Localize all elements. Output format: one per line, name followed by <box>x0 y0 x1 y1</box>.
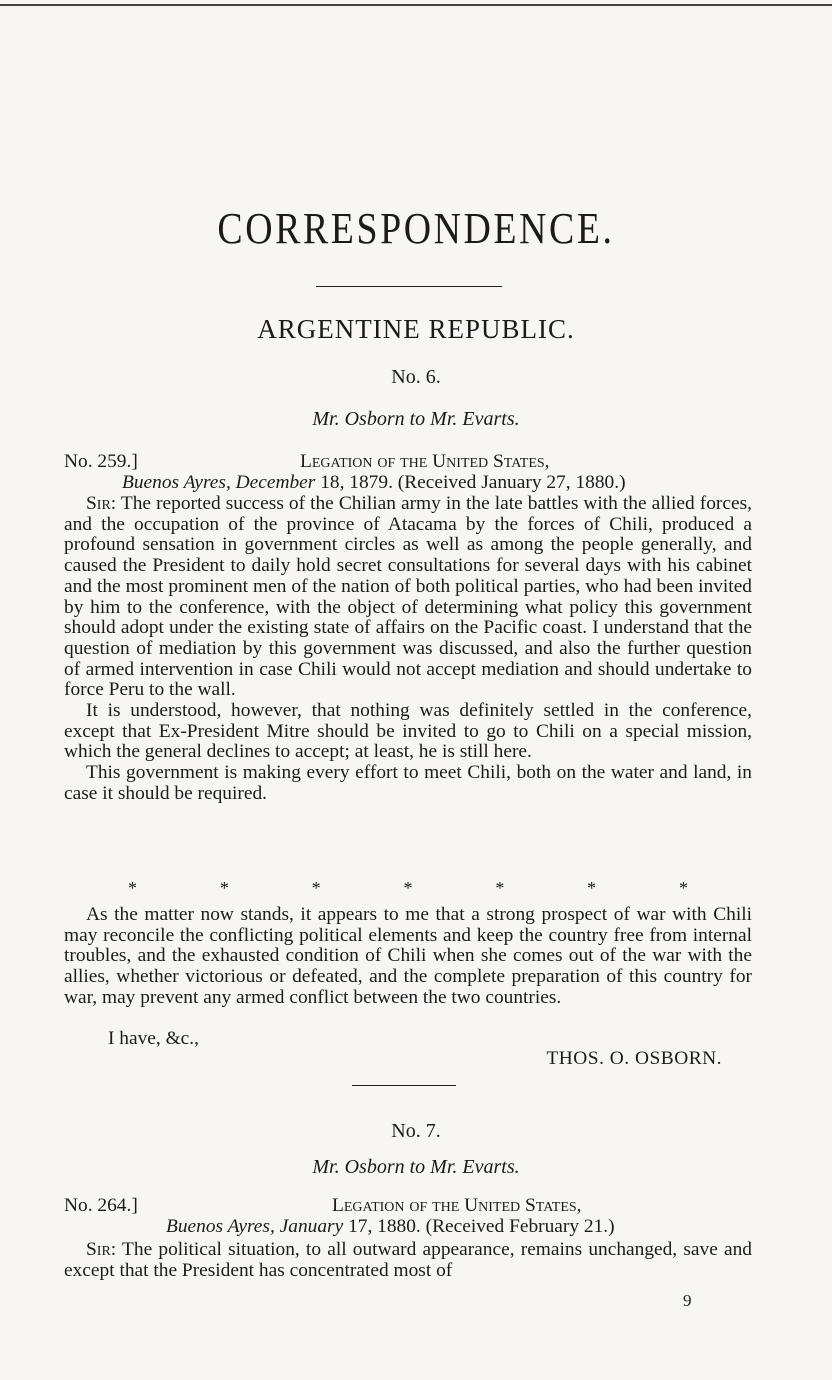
date-place: Buenos Ayres, <box>122 472 231 493</box>
letter-title: Mr. Osborn to Mr. Evarts. <box>312 408 520 430</box>
date-line <box>166 1216 615 1237</box>
signature: THOS. O. OSBORN. <box>546 1048 722 1069</box>
closing-body <box>64 905 752 1009</box>
legation-line: Legation of the United States, <box>332 1195 582 1216</box>
date-line <box>122 472 626 493</box>
star: * <box>403 878 413 898</box>
omission-stars <box>128 878 688 899</box>
star: * <box>587 878 597 898</box>
date-rest: 18, 1879. (Received January 27, 1880.) <box>320 472 626 493</box>
letter-body <box>64 494 752 805</box>
page-number: 9 <box>683 1291 692 1310</box>
letter-number: No. 7. <box>391 1120 441 1142</box>
closing-paragraph: As the matter now stands, it appears to me that a strong prospect of war with Chili may reconcile the conflicting political elements and keep the country free from internal troubles, and the exhausted condition of Chili when she comes out of the war with the allies, whether victorious or defeated, and the complete preparation of this country for war, may prevent any armed conflict between the two countries. <box>64 904 752 1008</box>
date-place: Buenos Ayres, <box>166 1216 275 1237</box>
body-paragraph: It is understood, however, that nothing was definitely settled in the conference, except that Ex-President Mitre should be invited to go to Chili on a special mission, which the general declines to accept; at least, he is still here. <box>64 700 752 763</box>
letter-ref: No. 259.] <box>64 451 138 472</box>
letter-number: No. 6. <box>391 366 441 388</box>
top-edge-rule <box>0 4 832 6</box>
closing-phrase: I have, &c., <box>108 1028 199 1049</box>
heading-rule <box>316 286 502 287</box>
star: * <box>219 878 229 898</box>
body-paragraph: Sir: The political situation, to all outward appearance, remains unchanged, save and except that the President has concentrated most of <box>64 1239 752 1281</box>
salutation: Sir <box>86 1239 111 1260</box>
date-month: December <box>235 472 316 493</box>
star: * <box>495 878 505 898</box>
star: * <box>128 878 137 898</box>
letter-title: Mr. Osborn to Mr. Evarts. <box>312 1156 520 1178</box>
body-paragraph: Sir: The reported success of the Chilian army in the late battles with the allied forces, and the occupation of the province of Atacama by the forces of Chili, produced a profound sensation in government circles as well as among the people generally, and caused the President to daily hold secret consultations for several days with his cabinet and the most prominent men of the nation of both political parties, who had been invited by him to the conference, with the object of determining what policy this government should adopt under the existing state of affairs on the Pacific coast. I understand that the question of mediation by this government was discussed, and also the further question of armed intervention in case Chili would not accept mediation and should undertake to force Peru to the wall. <box>64 493 752 701</box>
salutation: Sir <box>86 493 111 514</box>
date-month: January <box>279 1216 344 1237</box>
letter-ref: No. 264.] <box>64 1195 138 1216</box>
date-rest: 17, 1880. (Received February 21.) <box>348 1216 615 1237</box>
star: * <box>311 878 321 898</box>
page-heading: CORRESPONDENCE. <box>217 204 615 253</box>
section-title: ARGENTINE REPUBLIC. <box>257 314 575 344</box>
star: * <box>678 878 688 898</box>
separator-rule <box>352 1085 456 1086</box>
body-paragraph: This government is making every effort to meet Chili, both on the water and land, in case it should be required. <box>64 762 752 804</box>
letter-body <box>64 1240 752 1281</box>
legation-line: Legation of the United States, <box>300 451 550 472</box>
